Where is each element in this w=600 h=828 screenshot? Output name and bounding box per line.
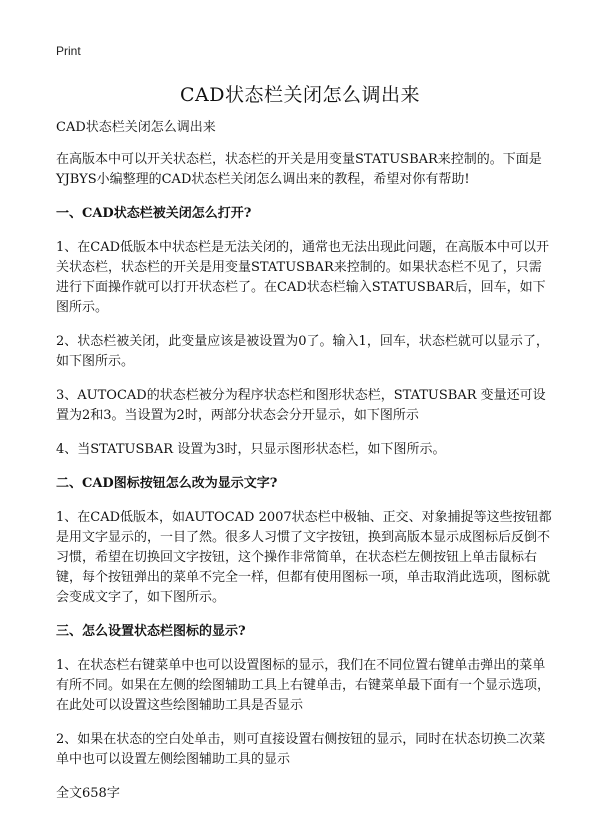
section-1-heading: 一、CAD状态栏被关闭怎么打开?	[56, 206, 252, 221]
print-label[interactable]: Print	[56, 44, 81, 58]
article-subtitle: CAD状态栏关闭怎么调出来	[56, 120, 216, 135]
section-3-paragraph: 2、如果在状态的空白处单击，则可直接设置右侧按钮的显示，同时在状态切换二次菜单中也可以设置左侧绘图辅助工具的显示	[56, 732, 546, 767]
section-1-paragraph: 4、当STATUSBAR 设置为3时，只显示图形状态栏，如下图所示。	[56, 442, 446, 457]
article-body	[56, 118, 552, 818]
section-1-paragraph: 3、AUTOCAD的状态栏被分为程序状态栏和图形状态栏，STATUSBAR 变量还可设置为2和3。当设置为2时，两部分状态会分开显示，如下图所示	[56, 388, 546, 423]
section-2-paragraph: 1、在CAD低版本，如AUTOCAD 2007状态栏中极轴、正交、对象捕捉等这些按钮都是用文字显示的，一目了然。很多人习惯了文字按钮，换到高版本显示成图标后反倒不习惯，希望在切换回文字按钮，这个操作非常简单，在状态栏左侧按钮上单击鼠标右键，每个按钮弹出的菜单不完全一样，但都有使用图标一项，单击取消此选项，图标就会变成文字了，如下图所示。	[56, 510, 552, 605]
section-1-paragraph: 1、在CAD低版本中状态栏是无法关闭的，通常也无法出现此问题，在高版本中可以开关状态栏，状态栏的开关是用变量STATUSBAR来控制的。如果状态栏不见了，只需进行下面操作就可以打开状态栏了。在CAD状态栏输入STATUSBAR后，回车，如下图所示。	[56, 240, 550, 315]
page-title: CAD状态栏关闭怎么调出来	[180, 84, 420, 106]
section-3-heading: 三、怎么设置状态栏图标的显示?	[56, 624, 246, 639]
section-3-paragraph: 1、在状态栏右键菜单中也可以设置图标的显示，我们在不同位置右键单击弹出的菜单有所不同。如果在左侧的绘图辅助工具上右键单击，右键菜单最下面有一个显示选项，在此处可以设置这些绘图辅助工具是否显示	[56, 658, 551, 713]
intro-paragraph: 在高版本中可以开关状态栏，状态栏的开关是用变量STATUSBAR来控制的。下面是YJBYS小编整理的CAD状态栏关闭怎么调出来的教程，希望对你有帮助!	[56, 152, 542, 187]
section-2-heading: 二、CAD图标按钮怎么改为显示文字?	[56, 476, 278, 491]
section-1-paragraph: 2、状态栏被关闭，此变量应该是被设置为0了。输入1，回车，状态栏就可以显示了，如下图所示。	[56, 334, 549, 369]
word-count: 全文658字	[56, 786, 120, 801]
